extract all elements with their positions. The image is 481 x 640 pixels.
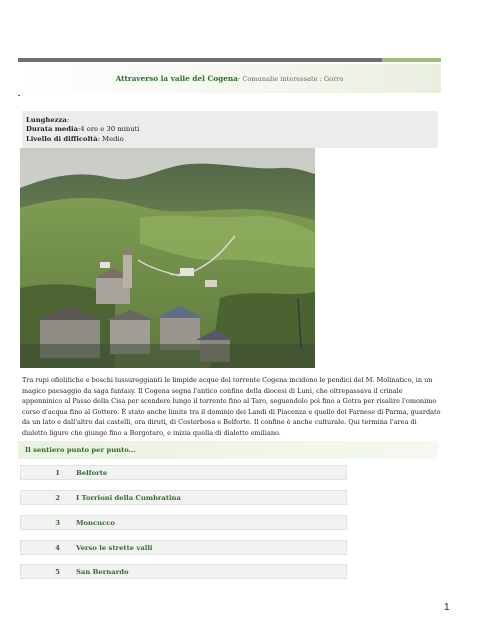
duration-row: Durata media:4 ore e 30 minuti xyxy=(26,125,140,134)
difficulty-row: Livello di difficoltà: Medio xyxy=(26,134,124,143)
step-item[interactable] xyxy=(20,564,347,579)
step-number: 4 xyxy=(55,543,60,552)
page-title: Attraverso la valle del Cogena xyxy=(115,74,238,83)
step-item[interactable] xyxy=(20,515,347,530)
step-number: 3 xyxy=(55,518,60,527)
step-number: 5 xyxy=(55,567,60,576)
step-item[interactable] xyxy=(20,540,347,555)
step-label: San Bernardo xyxy=(76,567,129,576)
page-subtitle: Comunalie interessate : Gorro xyxy=(242,74,344,83)
header-rule xyxy=(18,58,441,62)
step-label: Moncucco xyxy=(76,518,115,527)
steps-header: Il sentiero punto per punto... xyxy=(18,441,438,459)
duration-label: Durata media xyxy=(26,125,78,134)
step-item[interactable] xyxy=(20,465,347,480)
step-label: Belforte xyxy=(76,468,108,477)
trail-info-box xyxy=(22,111,438,148)
step-number: 2 xyxy=(55,493,60,502)
difficulty-value: Medio xyxy=(102,134,124,143)
landscape-photo xyxy=(20,148,315,368)
step-item[interactable] xyxy=(20,490,347,505)
difficulty-label: Livello di difficoltà xyxy=(26,134,98,143)
small-mark xyxy=(18,95,20,96)
page-number: 1 xyxy=(444,602,450,613)
length-row: Lunghezza: xyxy=(26,116,70,124)
trail-description: Tra rupi ofiolitiche e boschi lussureggianti le limpide acque del torrente Cogena incidono le pendici del M. Molinatico, in un magico paesaggio da saga fantasy. Il Cogena segna l'antico confine della diocesi di Luni, che oltrepassava il crinale appenninico al Passo della Cisa per scendere lungo il torrente fino al Taro, seguendolo poi fino a Gotra per risalire l'omonimo corso d'acqua fino al Gottero. È stato anche limite tra il dominio dei Landi di Piacenza e quello dei Farnese di Parma, guardato da un lato e dall'altro dai castelli, ora diruti, di Costerbosa e Belforte. Il confine è anche culturale. Qui termina l'area di dialetto ligure che giunge fino a Borgotaro, e inizia quella di dialetto emiliano. xyxy=(22,376,441,437)
step-label: I Torrioni della Cumbratina xyxy=(76,493,181,502)
page-header xyxy=(18,64,441,93)
step-number: 1 xyxy=(55,468,60,477)
step-label: Verso le strette valli xyxy=(76,543,153,552)
title-separator: - xyxy=(237,74,241,83)
duration-value: 4 ore e 30 minuti xyxy=(80,125,140,134)
length-label: Lunghezza xyxy=(26,116,67,124)
